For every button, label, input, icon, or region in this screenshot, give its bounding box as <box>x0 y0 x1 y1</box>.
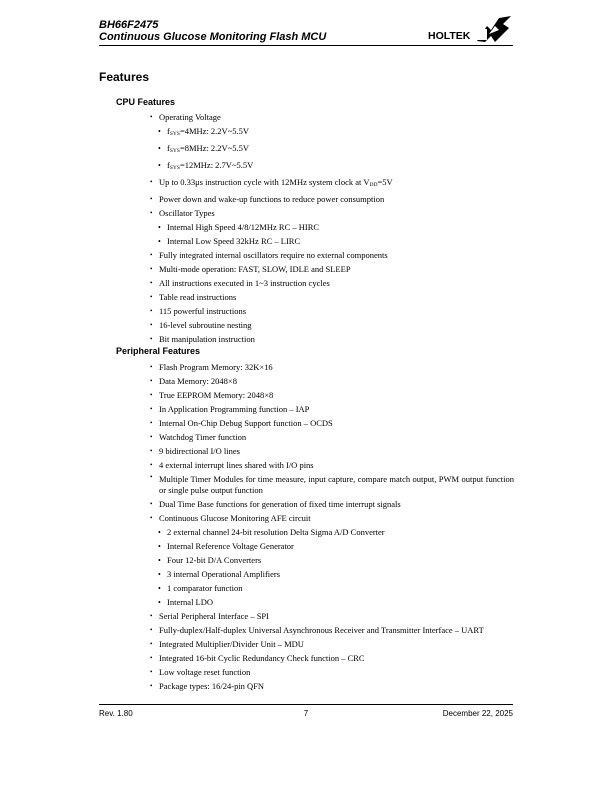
cpu-features-list <box>150 110 514 346</box>
list-item: • Fully-duplex/Half-duplex Universal Asynchronous Receiver and Transmitter Interface – UART <box>150 623 514 637</box>
list-item: • All instructions executed in 1~3 instruction cycles <box>150 276 514 290</box>
list-item: • True EEPROM Memory: 2048×8 <box>150 388 514 402</box>
holtek-logo <box>425 14 515 44</box>
list-item: • Dual Time Base functions for generation of fixed time interrupt signals <box>150 497 514 511</box>
list-item: • Continuous Glucose Monitoring AFE circuit <box>150 511 514 525</box>
list-item: • Watchdog Timer function <box>150 430 514 444</box>
list-item: • 1 comparator function <box>158 581 514 595</box>
list-item: • 115 powerful instructions <box>150 304 514 318</box>
list-item: • Operating Voltage <box>150 110 514 124</box>
footer-date: December 22, 2025 <box>442 709 513 718</box>
section-title: Features <box>99 70 150 84</box>
list-item: • Integrated 16-bit Cyclic Redundancy Check function – CRC <box>150 651 514 665</box>
part-number: BH66F2475 <box>99 19 159 31</box>
list-item: • fSYS=12MHz: 2.7V~5.5V <box>158 158 514 175</box>
footer-page-number: 7 <box>303 709 309 718</box>
list-item: • Internal Reference Voltage Generator <box>158 539 514 553</box>
list-item: • 9 bidirectional I/O lines <box>150 444 514 458</box>
list-item: • Multi-mode operation: FAST, SLOW, IDLE and SLEEP <box>150 262 514 276</box>
footer-revision: Rev. 1.80 <box>99 709 133 718</box>
list-item: • fSYS=4MHz: 2.2V~5.5V <box>158 124 514 141</box>
list-item: • Four 12-bit D/A Converters <box>158 553 514 567</box>
list-item: • Low voltage reset function <box>150 665 514 679</box>
list-item: • Power down and wake-up functions to reduce power consumption <box>150 192 514 206</box>
list-item: • 4 external interrupt lines shared with I/O pins <box>150 458 514 472</box>
list-item: • Flash Program Memory: 32K×16 <box>150 360 514 374</box>
list-item: • Bit manipulation instruction <box>150 332 514 346</box>
list-item: • In Application Programming function – IAP <box>150 402 514 416</box>
list-item: • Integrated Multiplier/Divider Unit – MDU <box>150 637 514 651</box>
list-item: • 2 external channel 24-bit resolution Delta Sigma A/D Converter <box>158 525 514 539</box>
list-item: • Oscillator Types <box>150 206 514 220</box>
header-rule <box>99 45 513 46</box>
list-item: • Multiple Timer Modules for time measure, input capture, compare match output, PWM output function or single pulse output function <box>150 472 514 497</box>
document-title: Continuous Glucose Monitoring Flash MCU <box>99 31 327 43</box>
list-item: • Internal Low Speed 32kHz RC – LIRC <box>158 234 514 248</box>
list-item: • Internal LDO <box>158 595 514 609</box>
list-item: • Internal On-Chip Debug Support function – OCDS <box>150 416 514 430</box>
list-item: • Up to 0.33μs instruction cycle with 12MHz system clock at VDD=5V <box>150 175 514 192</box>
list-item: • Table read instructions <box>150 290 514 304</box>
list-item: • Serial Peripheral Interface – SPI <box>150 609 514 623</box>
list-item: • Internal High Speed 4/8/12MHz RC – HIRC <box>158 220 514 234</box>
list-item: • 16-level subroutine nesting <box>150 318 514 332</box>
list-item: • 3 internal Operational Amplifiers <box>158 567 514 581</box>
logo-text: HOLTEK <box>428 30 471 42</box>
list-item: • Data Memory: 2048×8 <box>150 374 514 388</box>
list-item: • Fully integrated internal oscillators require no external components <box>150 248 514 262</box>
list-item: • Package types: 16/24-pin QFN <box>150 679 514 693</box>
list-item: • fSYS=8MHz: 2.2V~5.5V <box>158 141 514 158</box>
footer-rule <box>99 704 513 705</box>
peripheral-features-heading: Peripheral Features <box>116 346 201 356</box>
cpu-features-heading: CPU Features <box>116 97 176 107</box>
peripheral-features-list <box>150 360 514 693</box>
